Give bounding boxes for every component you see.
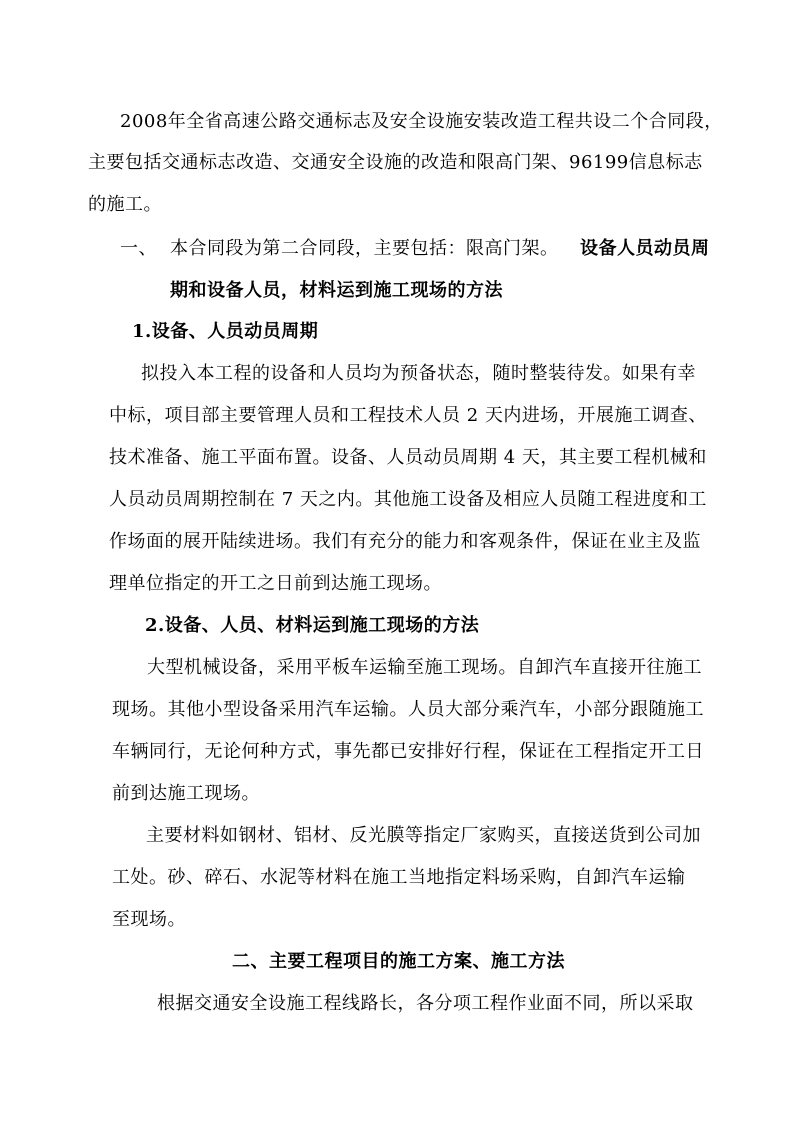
sub1-heading: 1.设备、人员动员周期 [132,321,319,342]
sub1-line-2: 中标，项目部主要管理人员和工程技术人员 2 天内进场，开展施工调查、 [109,405,707,426]
section2-line-1: 根据交通安全设施工程线路长，各分项工程作业面不同，所以采取 [157,993,694,1014]
sub2-para2-line-2: 工处。砂、碎石、水泥等材料在施工当地指定料场采购，自卸汽车运输 [112,867,686,888]
sub2-para1-line-3: 车辆同行，无论何种方式，事先都已安排好行程，保证在工程指定开工日 [112,741,704,762]
sub1-line-6: 理单位指定的开工之日前到达施工现场。 [109,573,442,594]
sub2-para1-line-1: 大型机械设备，采用平板车运输至施工现场。自卸汽车直接开往施工 [147,657,702,678]
sub2-para1-line-2: 现场。其他小型设备采用汽车运输。人员大部分乘汽车，小部分跟随施工 [112,699,704,720]
section1-heading-part2: 期和设备人员，材料运到施工现场的方法 [170,280,503,301]
intro-line-1: 2008年全省高速公路交通标志及安全设施安装改造工程共设二个合同段， [120,111,723,132]
section1-heading-part1: 设备人员动员周 [580,238,710,259]
intro-line-2: 主要包括交通标志改造、交通安全设施的改造和限高门架、96199信息标志 [88,152,703,173]
sub2-para2-line-3: 至现场。 [112,909,186,930]
sub2-heading: 2.设备、人员、材料运到施工现场的方法 [145,615,480,636]
sub2-para2-line-1: 主要材料如钢材、铝材、反光膜等指定厂家购买，直接送货到公司加 [146,825,701,846]
sub1-line-3: 技术准备、施工平面布置。设备、人员动员周期 4 天，其主要工程机械和 [109,447,707,468]
intro-line-3: 的施工。 [88,194,162,215]
sub1-line-5: 作场面的展开陆续进场。我们有充分的能力和客观条件，保证在业主及监 [109,531,701,552]
section1-lead: 本合同段为第二合同段，主要包括：限高门架。 [170,238,559,259]
section2-heading: 二、主要工程项目的施工方案、施工方法 [232,951,565,972]
sub1-line-4: 人员动员周期控制在 7 天之内。其他施工设备及相应人员随工程进度和工 [109,489,707,510]
sub1-line-1: 拟投入本工程的设备和人员均为预备状态，随时整装待发。如果有幸 [141,363,696,384]
section1-number: 一、 [120,238,157,259]
sub2-para1-line-4: 前到达施工现场。 [112,783,260,804]
